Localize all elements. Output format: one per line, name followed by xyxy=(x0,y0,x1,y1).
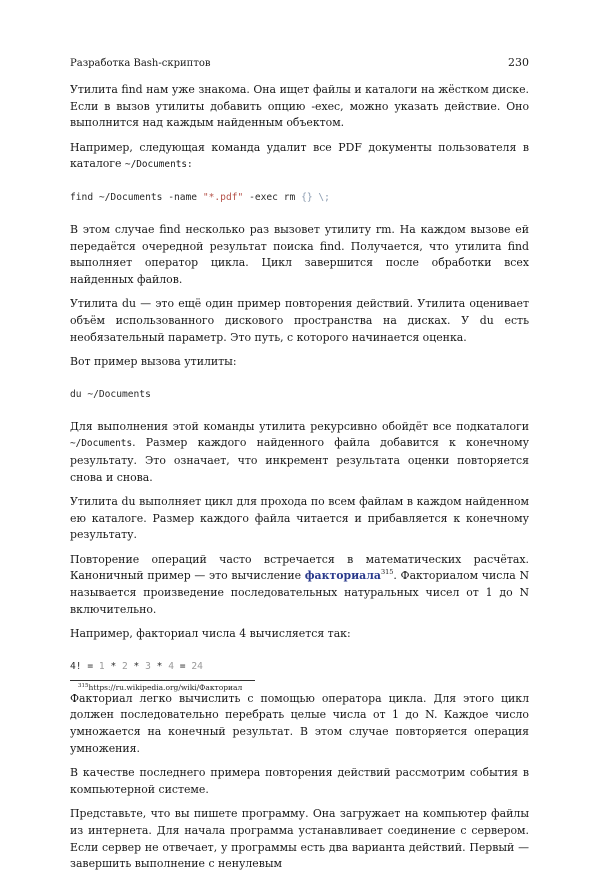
paragraph: Утилита find нам уже знакома. Она ищет файлы и каталоги на жёстком диске. Если в вызов утилиты добавить опцию -exec, можно указать действие. Оно выполнится над каждым найденным объектом. xyxy=(70,83,529,130)
page-number: 230 xyxy=(508,56,529,69)
paragraph: Представьте, что вы пишете программу. Она загружает на компьютер файлы из интернета. Для начала программа устанавливает соединение с сервером. Если сервер не отвечает, у программы есть два варианта действий. Первый — завершить выполнение с ненулевым xyxy=(70,807,529,871)
paragraph: В этом случае find несколько раз вызовет утилиту rm. На каждом вызове ей передаётся очередной результат поиска find. Получается, что утилита find выполняет оператор цикла. Цикл завершится после обработки всех найденных файлов. xyxy=(70,222,529,286)
paragraph: Утилита du — это ещё один пример повторения действий. Утилита оценивает объём использованного дискового пространства на дисках. У du есть необязательный параметр. Это путь, с которого начинается оценка. xyxy=(70,297,529,344)
page-header xyxy=(70,56,529,69)
paragraph: Факториал легко вычислить с помощью оператора цикла. Для этого цикл должен последовательно перебрать целые числа от 1 до N. Каждое число умножается на конечный результат. В этом случае повторяется операция умножения. xyxy=(70,691,529,755)
paragraph: Утилита du выполняет цикл для прохода по всем файлам в каждом найденном ею каталоге. Размер каждого файла читается и прибавляется к конечному результату. xyxy=(70,495,529,542)
paragraph: Например, факториал числа 4 вычисляется так: xyxy=(70,627,351,641)
paragraph: Для выполнения этой команды утилита рекурсивно обойдёт все подкаталоги ~/Documents. Размер каждого найденного файла добавится к конечному результату. Это означает, что инкремент результата оценки повторяется снова и снова. xyxy=(70,419,529,484)
running-title: Разработка Bash-скриптов xyxy=(70,58,211,69)
page-body xyxy=(70,82,529,881)
footnote: $^{315}$https://ru.wikipedia.org/wiki/Факториал xyxy=(78,683,243,692)
inline-code: ~/Documents xyxy=(70,438,133,450)
footnote-ref[interactable]: 315 xyxy=(380,568,394,577)
paragraph: Вот пример вызова утилиты: xyxy=(70,355,237,369)
code-block-find: find ~/Documents -name "*.pdf" -exec rm {} \; xyxy=(70,191,330,203)
inline-code: ~/Documents: xyxy=(124,159,193,171)
paragraph: В качестве последнего примера повторения действий рассмотрим события в компьютерной системе. xyxy=(70,766,529,796)
footnote-url[interactable]: https://ru.wikipedia.org/wiki/Факториал xyxy=(88,683,243,692)
code-block-du: du ~/Documents xyxy=(70,388,151,400)
factorial-link[interactable]: факториала xyxy=(304,569,381,583)
code-block-factorial: 4! = 1 * 2 * 3 * 4 = 24 xyxy=(70,660,203,672)
paragraph: Повторение операций часто встречается в математических расчётах. Каноничный пример — это вычисление факториала$^{315}$. Факториалом числа N называется произведение последовательных натуральных чисел от 1 до N включительно. xyxy=(70,552,529,616)
paragraph: Например, следующая команда удалит все PDF документы пользователя в каталоге ~/Documents: xyxy=(70,140,529,171)
footnote-divider xyxy=(70,680,255,681)
